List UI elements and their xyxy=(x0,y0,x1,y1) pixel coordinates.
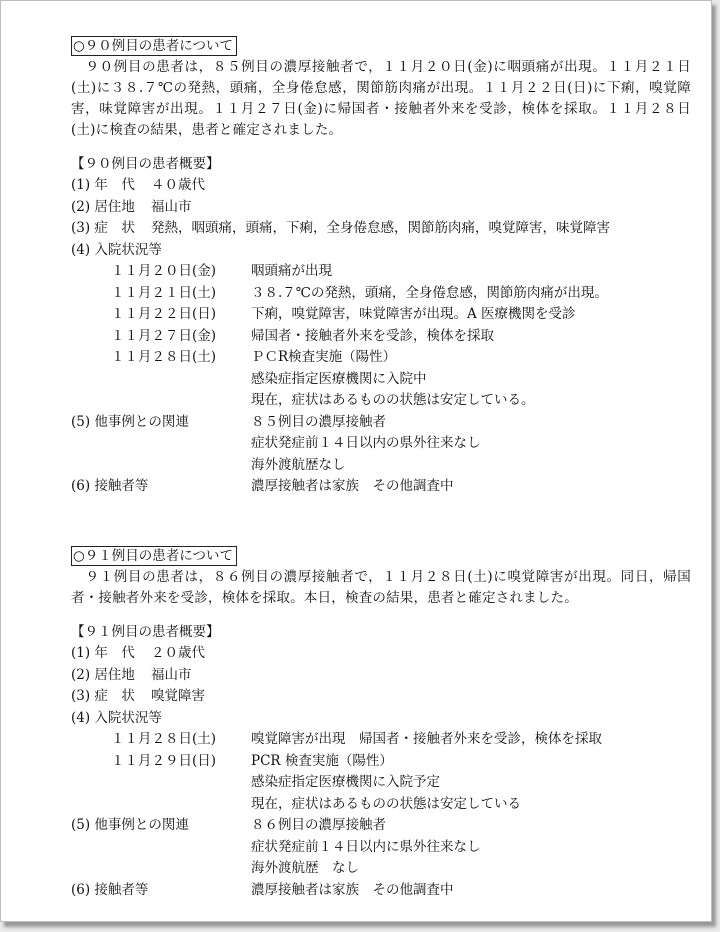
case-90-residence-row xyxy=(71,197,691,219)
timeline-date: １１月２２日(日) xyxy=(111,306,217,322)
timeline-event: ３８.７℃の発熱，頭痛，全身倦怠感，関節筋肉痛が出現。 xyxy=(251,284,608,301)
timeline-row xyxy=(71,751,691,773)
case-91-section xyxy=(71,545,691,901)
relation-value: ８５例目の濃厚接触者 xyxy=(251,413,386,430)
timeline-extra-row xyxy=(71,772,691,794)
symptoms-label: (3) 症 状 xyxy=(71,220,135,236)
relation-extra-row xyxy=(71,433,691,455)
case-91-relation-row xyxy=(71,815,691,837)
case-90-age-row xyxy=(71,175,691,197)
case-91-summary-title: 【９１例目の患者概要】 xyxy=(71,624,220,640)
symptoms-value: 嗅覚障害 xyxy=(151,688,205,704)
timeline-row xyxy=(71,304,691,326)
case-91-age-row xyxy=(71,643,691,665)
timeline-row xyxy=(71,283,691,305)
timeline-row xyxy=(71,261,691,283)
case-90-paragraph: ９０例目の患者は，８５例目の濃厚接触者で，１１月２０日(金)に咽頭痛が出現。１１月２１日(土)に３８.７℃の発熱，頭痛，全身倦怠感，関節筋肉痛が出現。１１月２２日(日)に下痢，嗅覚障害，味覚障害が出現。１１月２７日(金)に帰国者・接触者外来を受診，検体を採取。１１月２８日(土)に検査の結果，患者と確定されました。 xyxy=(71,59,691,138)
case-91-symptoms-row xyxy=(71,686,691,708)
relation-extra-row xyxy=(71,455,691,477)
relation-value: 海外渡航歴なし xyxy=(251,456,346,473)
relation-value: 海外渡航歴 なし xyxy=(251,860,359,876)
contacts-value: 濃厚接触者は家族 その他調査中 xyxy=(251,478,454,494)
age-value: ４０歳代 xyxy=(151,177,205,193)
timeline-row xyxy=(71,729,691,751)
case-90-symptoms-row xyxy=(71,218,691,240)
timeline-event: 帰国者・接触者外来を受診，検体を採取 xyxy=(251,327,494,344)
residence-value: 福山市 xyxy=(151,666,192,683)
timeline-extra-row xyxy=(71,794,691,816)
case-91-residence-row xyxy=(71,665,691,687)
residence-label: (2) 居住地 xyxy=(71,666,135,683)
age-value: ２０歳代 xyxy=(151,645,205,661)
timeline-date: １１月２７日(金) xyxy=(111,327,217,344)
case-91-heading: ○９１例目の患者について xyxy=(71,546,237,566)
case-91-contacts-row xyxy=(71,880,691,902)
hospital-label: (4) 入院状況等 xyxy=(71,709,162,726)
timeline-row xyxy=(71,347,691,369)
residence-label: (2) 居住地 xyxy=(71,198,135,215)
timeline-extra-row xyxy=(71,390,691,412)
case-90-summary-title: 【９０例目の患者概要】 xyxy=(71,156,220,172)
residence-value: 福山市 xyxy=(151,198,192,215)
case-90-heading: ○９０例目の患者について xyxy=(71,36,237,56)
relation-value: ８６例目の濃厚接触者 xyxy=(251,817,386,833)
relation-extra-row xyxy=(71,858,691,880)
hospital-label: (4) 入院状況等 xyxy=(71,241,162,258)
timeline-date: １１月２９日(日) xyxy=(111,752,217,769)
timeline-event: PCR 検査実施（陽性） xyxy=(251,752,393,769)
timeline-date: １１月２１日(土) xyxy=(111,284,217,301)
timeline-event: 咽頭痛が出現 xyxy=(251,263,332,279)
timeline-event: 下痢，嗅覚障害，味覚障害が出現。A 医療機関を受診 xyxy=(251,306,576,322)
timeline-extra: 現在，症状はあるものの状態は安定している xyxy=(251,795,521,812)
contacts-label: (6) 接触者等 xyxy=(71,478,149,494)
timeline-extra: 感染症指定医療機関に入院中 xyxy=(251,370,427,387)
case-90-section xyxy=(71,35,691,498)
contacts-value: 濃厚接触者は家族 その他調査中 xyxy=(251,881,454,898)
case-90-hospital-row xyxy=(71,240,691,262)
timeline-extra-row xyxy=(71,369,691,391)
relation-value: 症状発症前１４日以内に県外往来なし xyxy=(251,838,481,855)
timeline-event: 嗅覚障害が出現 帰国者・接触者外来を受診，検体を採取 xyxy=(251,731,602,747)
timeline-row xyxy=(71,326,691,348)
symptoms-value: 発熱，咽頭痛，頭痛，下痢，全身倦怠感，関節筋肉痛，嗅覚障害，味覚障害 xyxy=(151,220,610,236)
age-label: (1) 年 代 xyxy=(71,177,135,193)
case-91-paragraph: ９１例目の患者は，８６例目の濃厚接触者で，１１月２８日(土)に嗅覚障害が出現。同日，帰国者・接触者外来を受診，検体を採取。本日，検査の結果，患者と確定されました。 xyxy=(71,569,691,606)
timeline-extra: 現在，症状はあるものの状態は安定している。 xyxy=(251,392,535,408)
case-90-relation-row xyxy=(71,412,691,434)
case-91-hospital-row xyxy=(71,708,691,730)
timeline-extra: 感染症指定医療機関に入院予定 xyxy=(251,774,440,790)
relation-label: (5) 他事例との関連 xyxy=(71,817,189,833)
timeline-event: ＰＣR検査実施（陽性） xyxy=(251,349,397,365)
relation-extra-row xyxy=(71,837,691,859)
timeline-date: １１月２８日(土) xyxy=(111,349,217,365)
contacts-label: (6) 接触者等 xyxy=(71,881,149,898)
timeline-date: １１月２８日(土) xyxy=(111,731,217,747)
case-90-contacts-row xyxy=(71,476,691,498)
timeline-date: １１月２０日(金) xyxy=(111,263,217,279)
relation-value: 症状発症前１４日以内の県外往来なし xyxy=(251,435,481,451)
relation-label: (5) 他事例との関連 xyxy=(71,413,189,430)
age-label: (1) 年 代 xyxy=(71,645,135,661)
symptoms-label: (3) 症 状 xyxy=(71,688,135,704)
